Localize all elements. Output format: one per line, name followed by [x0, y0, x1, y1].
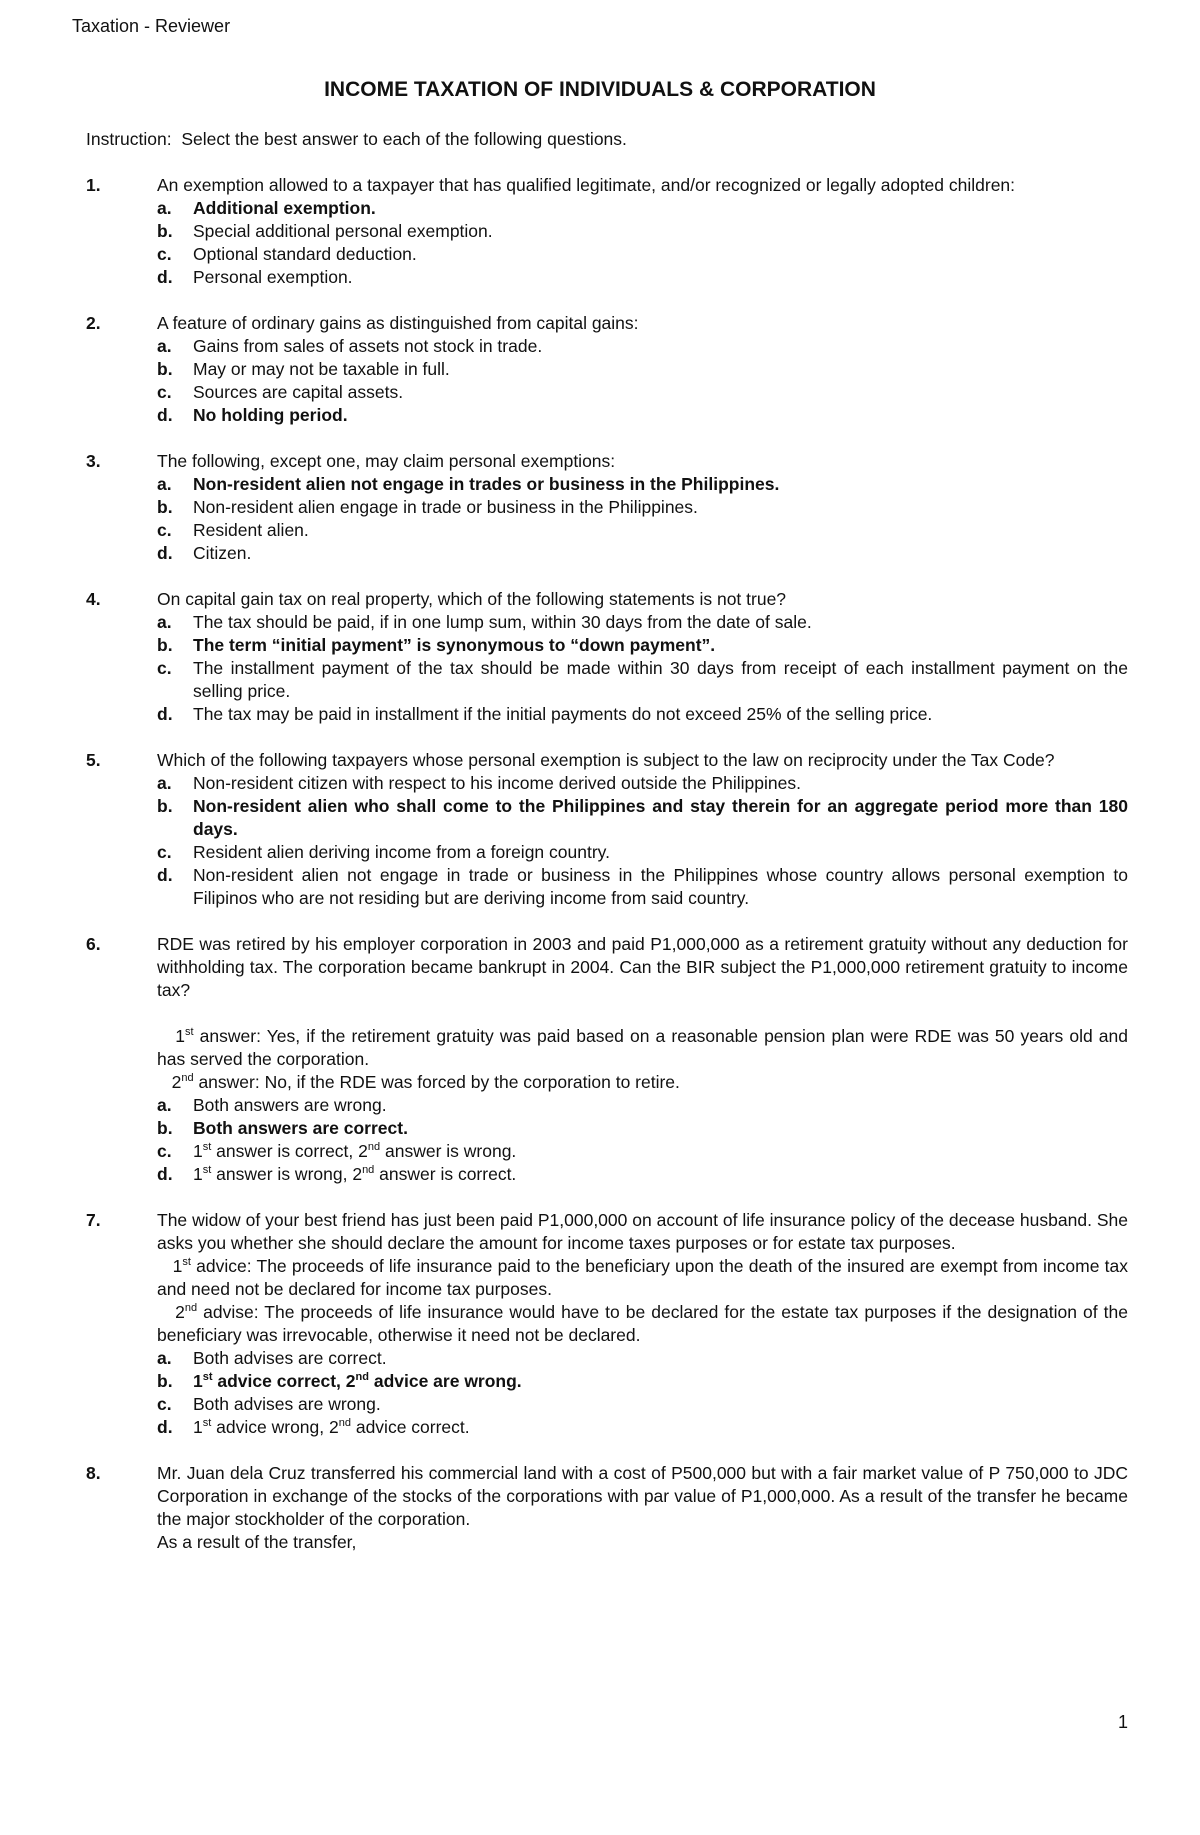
instruction [86, 129, 627, 150]
choice-text-part: answer is correct, 2 [211, 1141, 368, 1161]
question-number: 8. [86, 1463, 101, 1483]
choice-a [157, 473, 1128, 496]
question-stem: The widow of your best friend has just been paid P1,000,000 on account of life insurance policy of the decease husband. She asks you whether she should declare the amount for income taxes purposes or for estate tax purposes. [157, 1210, 1128, 1253]
choice-letter: d. [157, 1164, 173, 1184]
choice-a [157, 611, 1128, 634]
advice-2 [157, 1301, 1128, 1347]
answer-ordinal-suffix: st [185, 1026, 194, 1039]
answer-text: answer: Yes, if the retirement gratuity was paid based on a reasonable pension plan were RDE was 50 years old and has served the corporation. [157, 1026, 1128, 1069]
document-title: INCOME TAXATION OF INDIVIDUALS & CORPORATION [324, 78, 876, 101]
choice-b [157, 358, 1128, 381]
choice-text: Both advises are correct. [193, 1348, 387, 1368]
spacer [157, 1002, 1128, 1025]
ordinal-suffix: st [202, 1141, 212, 1154]
choice-letter: d. [157, 405, 173, 425]
question-8 [86, 1462, 1128, 1554]
question-1 [86, 174, 1128, 289]
choice-a [157, 1094, 1128, 1117]
ordinal-suffix: st [202, 1417, 212, 1430]
question-number: 3. [86, 451, 101, 471]
choice-b [157, 634, 1128, 657]
page-number: 1 [1117, 1712, 1128, 1732]
choice-letter: d. [157, 1417, 173, 1437]
choice-a [157, 335, 1128, 358]
choice-letter: d. [157, 267, 173, 287]
choice-text: Non-resident alien who shall come to the Philippines and stay therein for an aggregate period more than 180 days. [193, 796, 1128, 839]
choice-letter: c. [157, 244, 172, 264]
answer-ordinal-suffix: nd [184, 1302, 198, 1315]
choice-letter: b. [157, 1118, 173, 1138]
question-6 [86, 933, 1128, 1186]
choice-letter: b. [157, 359, 173, 379]
instruction-text: Select the best answer to each of the following questions. [181, 129, 627, 149]
choice-b [157, 496, 1128, 519]
question-number: 1. [86, 175, 101, 195]
question-7 [86, 1209, 1128, 1439]
answer-ordinal: 1 [175, 1026, 186, 1046]
question-number: 2. [86, 313, 101, 333]
question-stem-continued: As a result of the transfer, [157, 1532, 357, 1552]
choice-d [157, 404, 1128, 427]
answer-ordinal-suffix: nd [181, 1072, 194, 1085]
choice-b [157, 795, 1128, 841]
answer-2 [157, 1071, 1128, 1094]
answer-text: advice: The proceeds of life insurance paid to the beneficiary upon the death of the insured are exempt from income tax and need not be declared for income tax purposes. [157, 1256, 1129, 1299]
choice-text: Resident alien. [193, 520, 309, 540]
choice-text [193, 1371, 522, 1391]
choice-d [157, 1416, 1128, 1439]
answer-ordinal-suffix: st [182, 1256, 191, 1269]
choice-a [157, 197, 1128, 220]
choice-letter: a. [157, 474, 172, 494]
question-4 [86, 588, 1128, 726]
choice-letter: a. [157, 336, 172, 356]
answer-ordinal: 2 [175, 1302, 185, 1322]
question-stem: A feature of ordinary gains as distinguished from capital gains: [157, 313, 639, 333]
question-stem: On capital gain tax on real property, which of the following statements is not true? [157, 589, 787, 609]
question-number: 4. [86, 589, 101, 609]
choice-d [157, 266, 1128, 289]
running-header: Taxation - Reviewer [72, 16, 231, 36]
choice-a [157, 772, 1128, 795]
question-stem: An exemption allowed to a taxpayer that has qualified legitimate, and/or recognized or legally adopted children: [157, 175, 1016, 195]
question-stem: Which of the following taxpayers whose personal exemption is subject to the law on reciprocity under the Tax Code? [157, 750, 1055, 770]
choice-text: Both answers are wrong. [193, 1095, 387, 1115]
answer-text: answer: No, if the RDE was forced by the corporation to retire. [193, 1072, 680, 1092]
choice-letter: d. [157, 543, 173, 563]
choice-b [157, 1117, 1128, 1140]
choice-text: Special additional personal exemption. [193, 221, 493, 241]
choice-c [157, 1393, 1128, 1416]
ordinal-suffix: nd [367, 1141, 381, 1154]
choice-text: Non-resident alien engage in trade or business in the Philippines. [193, 497, 698, 517]
choice-text: Citizen. [193, 543, 252, 563]
choice-letter: a. [157, 612, 172, 632]
choice-text: Gains from sales of assets not stock in trade. [193, 336, 543, 356]
choice-text: Both advises are wrong. [193, 1394, 381, 1414]
instruction-label: Instruction: [86, 129, 172, 149]
choice-letter: b. [157, 796, 173, 816]
choice-c [157, 381, 1128, 404]
choice-text: Non-resident alien not engage in trade or business in the Philippines whose country allows personal exemption to Filipinos who are not residing but are deriving income from said country. [193, 865, 1128, 908]
ordinal-suffix: nd [338, 1417, 351, 1430]
ordinal-suffix: st [202, 1164, 212, 1177]
choice-text: Personal exemption. [193, 267, 353, 287]
choice-text-part: 1 [193, 1164, 203, 1184]
question-2 [86, 312, 1128, 427]
question-stem: Mr. Juan dela Cruz transferred his commercial land with a cost of P500,000 but with a fair market value of P 750,000 to JDC Corporation in exchange of the stocks of the corporations with par value of P1,000,000. As a result of the transfer he became the major stockholder of the corporation. [157, 1463, 1128, 1529]
choice-text [193, 1141, 516, 1161]
answer-ordinal: 1 [172, 1256, 183, 1276]
choice-text-part: answer is wrong, 2 [211, 1164, 363, 1184]
choice-letter: a. [157, 1095, 172, 1115]
choice-c [157, 1140, 1128, 1163]
choice-text: May or may not be taxable in full. [193, 359, 450, 379]
answer-ordinal: 2 [171, 1072, 182, 1092]
choice-d [157, 1163, 1128, 1186]
choice-letter: b. [157, 497, 173, 517]
question-stem: The following, except one, may claim personal exemptions: [157, 451, 616, 471]
choice-letter: c. [157, 1141, 172, 1161]
choice-letter: d. [157, 704, 173, 724]
choice-c [157, 243, 1128, 266]
choice-text-part: advice correct, 2 [212, 1371, 356, 1391]
choice-text-part: advice are wrong. [368, 1371, 522, 1391]
choice-text-part: answer is wrong. [380, 1141, 517, 1161]
choice-b [157, 1370, 1128, 1393]
choice-text: Both answers are correct. [193, 1118, 408, 1138]
question-3 [86, 450, 1128, 565]
ordinal-suffix: nd [355, 1371, 369, 1384]
choice-letter: c. [157, 382, 172, 402]
choice-letter: a. [157, 773, 172, 793]
choice-text: The term “initial payment” is synonymous to “down payment”. [193, 635, 716, 655]
choice-b [157, 220, 1128, 243]
choice-letter: a. [157, 1348, 172, 1368]
choice-text: Additional exemption. [193, 198, 376, 218]
choice-text: The installment payment of the tax should be made within 30 days from receipt of each installment payment on the selling price. [193, 658, 1128, 701]
choice-text-part: advice correct. [350, 1417, 470, 1437]
choice-letter: d. [157, 865, 173, 885]
choice-text: Non-resident alien not engage in trades or business in the Philippines. [193, 474, 780, 494]
choice-a [157, 1347, 1128, 1370]
choice-c [157, 841, 1128, 864]
choice-d [157, 864, 1128, 910]
choice-letter: c. [157, 842, 172, 862]
choice-text: Non-resident citizen with respect to his income derived outside the Philippines. [193, 773, 801, 793]
choice-text-part: 1 [193, 1141, 203, 1161]
question-number: 5. [86, 750, 101, 770]
choice-letter: c. [157, 1394, 172, 1414]
choice-letter: c. [157, 520, 172, 540]
choice-text: Sources are capital assets. [193, 382, 404, 402]
choice-text: The tax may be paid in installment if the initial payments do not exceed 25% of the selling price. [193, 704, 933, 724]
ordinal-suffix: nd [362, 1164, 375, 1177]
answer-1 [157, 1025, 1128, 1071]
choice-text-part: advice wrong, 2 [211, 1417, 339, 1437]
question-number: 6. [86, 934, 101, 954]
choice-text [193, 1164, 516, 1184]
choice-d [157, 542, 1128, 565]
choice-c [157, 657, 1128, 703]
choice-text: Resident alien deriving income from a foreign country. [193, 842, 610, 862]
question-number: 7. [86, 1210, 101, 1230]
choice-letter: b. [157, 635, 173, 655]
choice-text [193, 1417, 470, 1437]
advice-1 [157, 1255, 1128, 1301]
choice-letter: b. [157, 221, 173, 241]
choice-text-part: answer is correct. [374, 1164, 517, 1184]
ordinal-suffix: st [202, 1371, 213, 1384]
question-5 [86, 749, 1128, 910]
choice-letter: c. [157, 658, 172, 678]
choice-text: Optional standard deduction. [193, 244, 417, 264]
choice-text: The tax should be paid, if in one lump sum, within 30 days from the date of sale. [193, 612, 812, 632]
choice-text-part: 1 [193, 1417, 203, 1437]
answer-text: advise: The proceeds of life insurance would have to be declared for the estate tax purposes if the designation of the beneficiary was irrevocable, otherwise it need not be declared. [157, 1302, 1128, 1345]
choice-text: No holding period. [193, 405, 348, 425]
choice-d [157, 703, 1128, 726]
choice-c [157, 519, 1128, 542]
choice-letter: b. [157, 1371, 173, 1391]
choice-letter: a. [157, 198, 172, 218]
question-stem: RDE was retired by his employer corporation in 2003 and paid P1,000,000 as a retirement gratuity without any deduction for withholding tax. The corporation became bankrupt in 2004. Can the BIR subject the P1,000,000 retirement gratuity to income tax? [157, 934, 1128, 1000]
choice-text-part: 1 [193, 1371, 203, 1391]
question-list [86, 174, 1128, 1577]
